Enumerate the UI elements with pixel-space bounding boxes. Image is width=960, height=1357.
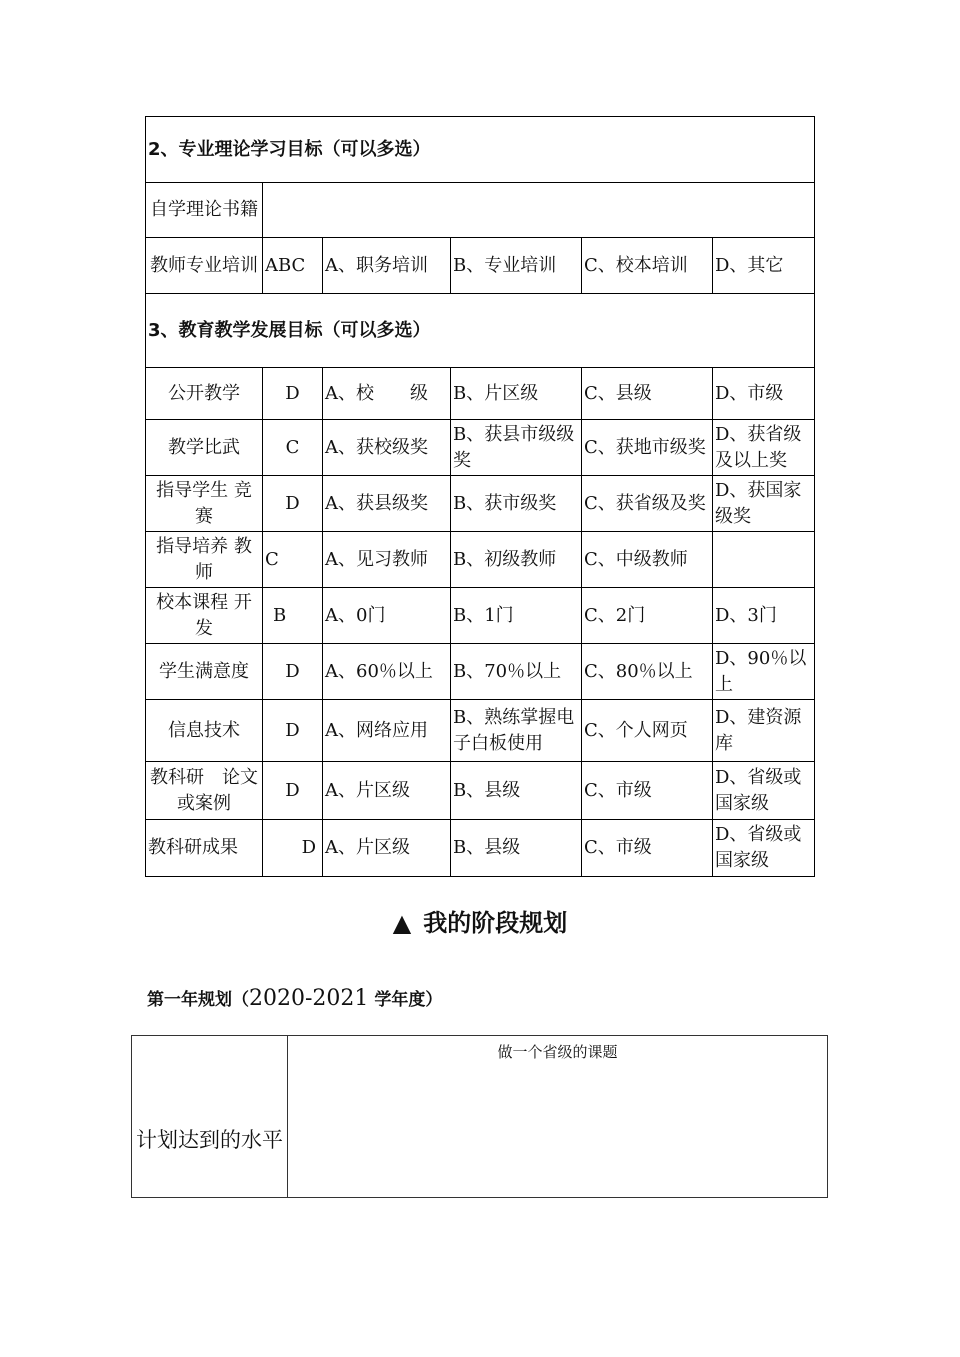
option-b: B、1门 (451, 588, 582, 644)
row-name: 指导学生 竞赛 (146, 476, 263, 532)
option-d: D、其它 (713, 238, 815, 294)
option-c: C、获地市级奖 (582, 420, 713, 476)
row-choice: C (263, 420, 323, 476)
option-a: A、见习教师 (323, 532, 451, 588)
year-range: 2020-2021 (249, 986, 369, 1011)
option-a: A、职务培训 (323, 238, 451, 294)
option-a: A、校 级 (323, 368, 451, 420)
row-name: 信息技术 (146, 700, 263, 762)
row-choice: B (263, 588, 323, 644)
option-c: C、80％以上 (582, 644, 713, 700)
triangle-icon: ▲ (392, 909, 412, 937)
option-b: B、专业培训 (451, 238, 582, 294)
row-name: 学生满意度 (146, 644, 263, 700)
option-a: A、片区级 (323, 820, 451, 877)
option-b: B、片区级 (451, 368, 582, 420)
option-d (713, 532, 815, 588)
option-d: D、3门 (713, 588, 815, 644)
row-name: 教师专业培训 (146, 238, 263, 294)
option-d: D、获省级及以上奖 (713, 420, 815, 476)
option-c: C、校本培训 (582, 238, 713, 294)
row-name: 自学理论书籍 (146, 183, 263, 238)
plan-level-value: 做一个省级的课题 (288, 1036, 828, 1198)
option-d: D、市级 (713, 368, 815, 420)
row-choice: D (263, 368, 323, 420)
row-choice: D (263, 700, 323, 762)
option-a: A、网络应用 (323, 700, 451, 762)
option-d: D、获国家级奖 (713, 476, 815, 532)
option-a: A、60％以上 (323, 644, 451, 700)
option-d: D、90％以上 (713, 644, 815, 700)
year-plan-table (131, 1035, 828, 1198)
row-name: 指导培养 教师 (146, 532, 263, 588)
section-title-theory: 2、专业理论学习目标（可以多选） (146, 117, 815, 183)
row-name: 校本课程 开发 (146, 588, 263, 644)
year-suffix: 学年度） (374, 990, 443, 1010)
option-c: C、获省级及奖 (582, 476, 713, 532)
stage-plan-heading (0, 903, 960, 938)
option-b: B、县级 (451, 762, 582, 820)
row-choice: D (263, 762, 323, 820)
option-d: D、省级或国家级 (713, 820, 815, 877)
development-goals-table (145, 116, 815, 877)
row-name: 教科研 论文或案例 (146, 762, 263, 820)
option-b: B、熟练掌握电子白板使用 (451, 700, 582, 762)
row-empty-cell (263, 183, 815, 238)
option-c: C、2门 (582, 588, 713, 644)
option-a: A、片区级 (323, 762, 451, 820)
row-choice: D (263, 820, 323, 877)
option-d: D、建资源库 (713, 700, 815, 762)
option-c: C、县级 (582, 368, 713, 420)
option-b: B、获市级奖 (451, 476, 582, 532)
option-a: A、0门 (323, 588, 451, 644)
year-plan-title (147, 985, 442, 1011)
option-a: A、获县级奖 (323, 476, 451, 532)
option-b: B、县级 (451, 820, 582, 877)
option-c: C、市级 (582, 762, 713, 820)
option-b: B、初级教师 (451, 532, 582, 588)
section-title-teaching: 3、教育教学发展目标（可以多选） (146, 294, 815, 368)
option-c: C、个人网页 (582, 700, 713, 762)
option-b: B、获县市级级奖 (451, 420, 582, 476)
row-choice: D (263, 644, 323, 700)
row-name: 公开教学 (146, 368, 263, 420)
option-d: D、省级或国家级 (713, 762, 815, 820)
option-a: A、获校级奖 (323, 420, 451, 476)
plan-level-label: 计划达到的水平 (132, 1036, 288, 1198)
row-choice: D (263, 476, 323, 532)
stage-plan-title: 我的阶段规划 (423, 909, 568, 937)
year-label: 第一年规划（ (147, 990, 249, 1010)
option-c: C、中级教师 (582, 532, 713, 588)
row-name: 教学比武 (146, 420, 263, 476)
row-choice: C (263, 532, 323, 588)
option-b: B、70％以上 (451, 644, 582, 700)
row-name: 教科研成果 (146, 820, 263, 877)
option-c: C、市级 (582, 820, 713, 877)
row-choice: ABC (263, 238, 323, 294)
